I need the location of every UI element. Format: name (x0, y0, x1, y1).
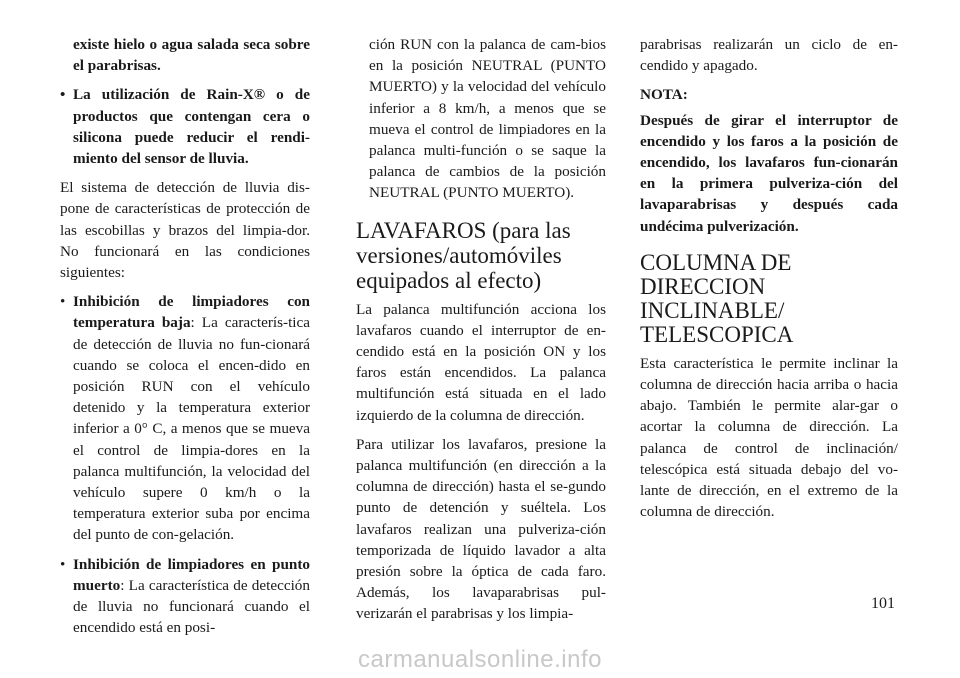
column-right (640, 34, 898, 530)
watermark: carmanualsonline.info (358, 646, 602, 673)
column-middle (356, 34, 606, 633)
page-number: 101 (871, 595, 895, 612)
rainx-list (60, 84, 310, 169)
headlamp-washers-paragraph-2: Para utilizar los lavafaros, presione la palanca multifunción (en dirección a la columna de dirección) hasta el se-gundo punto de detención y suéltela. Los lavafaros realizan una pulveriza-ción temporizada de líquido lavador a alta presión sobre la óptica de cada faro. Además, los lavaparabrisas pul-verizarán el parabrisas y los limpia- (356, 435, 606, 623)
note-text: Después de girar el interruptor de encendido y los faros a la posición de encendido, los lavafaros fun-cionarán en la primera pulveriza-ción del lavaparabrisas y después cada undécima pulverización. (640, 111, 898, 235)
bullet-neutral-continuation: ción RUN con la palanca de cam-bios en la posición NEUTRAL (PUNTO MUERTO) y la velocidad del vehículo inferior a 8 km/h, a menos que se mueva el control de limpiadores en la palanca multi-función o se saque la palanca de cambios de la posición NEUTRAL (PUNTO MUERTO). (369, 36, 606, 202)
note-label: NOTA: (640, 86, 688, 104)
section-heading-headlamp-washers: LAVAFAROS (para las versiones/automóviles equipados al efecto) (356, 217, 571, 293)
bullet-low-temp (60, 291, 310, 545)
bullet-rainx: • La utilización de Rain-X® o de productos que contengan cera o silicona puede reducir el rendi-miento del sensor de lluvia. (60, 84, 310, 169)
bullet-low-temp-text: : La caracterís-tica de detección de lluvia no fun-cionará cuando se coloca el encen-dido en posición RUN con el vehículo detenido y la temperatura exterior inferior a 0° C, a menos que se mueva el control de limpia-dores en la palanca multifunción, la velocidad del vehículo supere 0 km/h o la temperatura exterior suba por encima del punto de con-gelación. (73, 314, 310, 544)
bullet-low-temp-label: Inhibición de limpiadores con temperatura baja (73, 293, 310, 332)
column-left (60, 34, 310, 646)
bullet-neutral-label: Inhibición de limpiadores en punto muerto (73, 555, 310, 594)
headlamp-washers-paragraph-1: La palanca multifunción acciona los lavafaros cuando el interruptor de en-cendido está en la posición ON y los faros están encendidos. La palanca multifunción está situada en el lado izquierdo de la columna de dirección. (356, 300, 606, 424)
bullet-continuation: existe hielo o agua salada seca sobre el parabrisas. (73, 36, 310, 75)
steering-column-paragraph: Esta característica le permite inclinar la columna de dirección hacia arriba o hacia abajo. También le permite alar-gar o acortar la columna de dirección. La palanca de control de inclinación/ telescópica está situada debajo del vo-lante de dirección, en el extremo de la columna de dirección. (640, 354, 898, 521)
section-heading-steering-column: COLUMNA DE DIRECCION INCLINABLE/ TELESCOPICA (640, 249, 794, 347)
rain-sensor-intro: El sistema de detección de lluvia dis-pone de características de protección de las escobillas y brazos del limpia-dor. No funcionará en las condiciones siguientes: (60, 179, 310, 282)
bullet-neutral-text: : La característica de detección de lluvia no funcionará cuando el encendido está en posi- (73, 576, 310, 637)
bullet-neutral (60, 554, 310, 639)
headlamp-washers-continuation: parabrisas realizarán un ciclo de en-cendido y apagado. (640, 36, 898, 75)
inhibition-list (60, 291, 310, 638)
